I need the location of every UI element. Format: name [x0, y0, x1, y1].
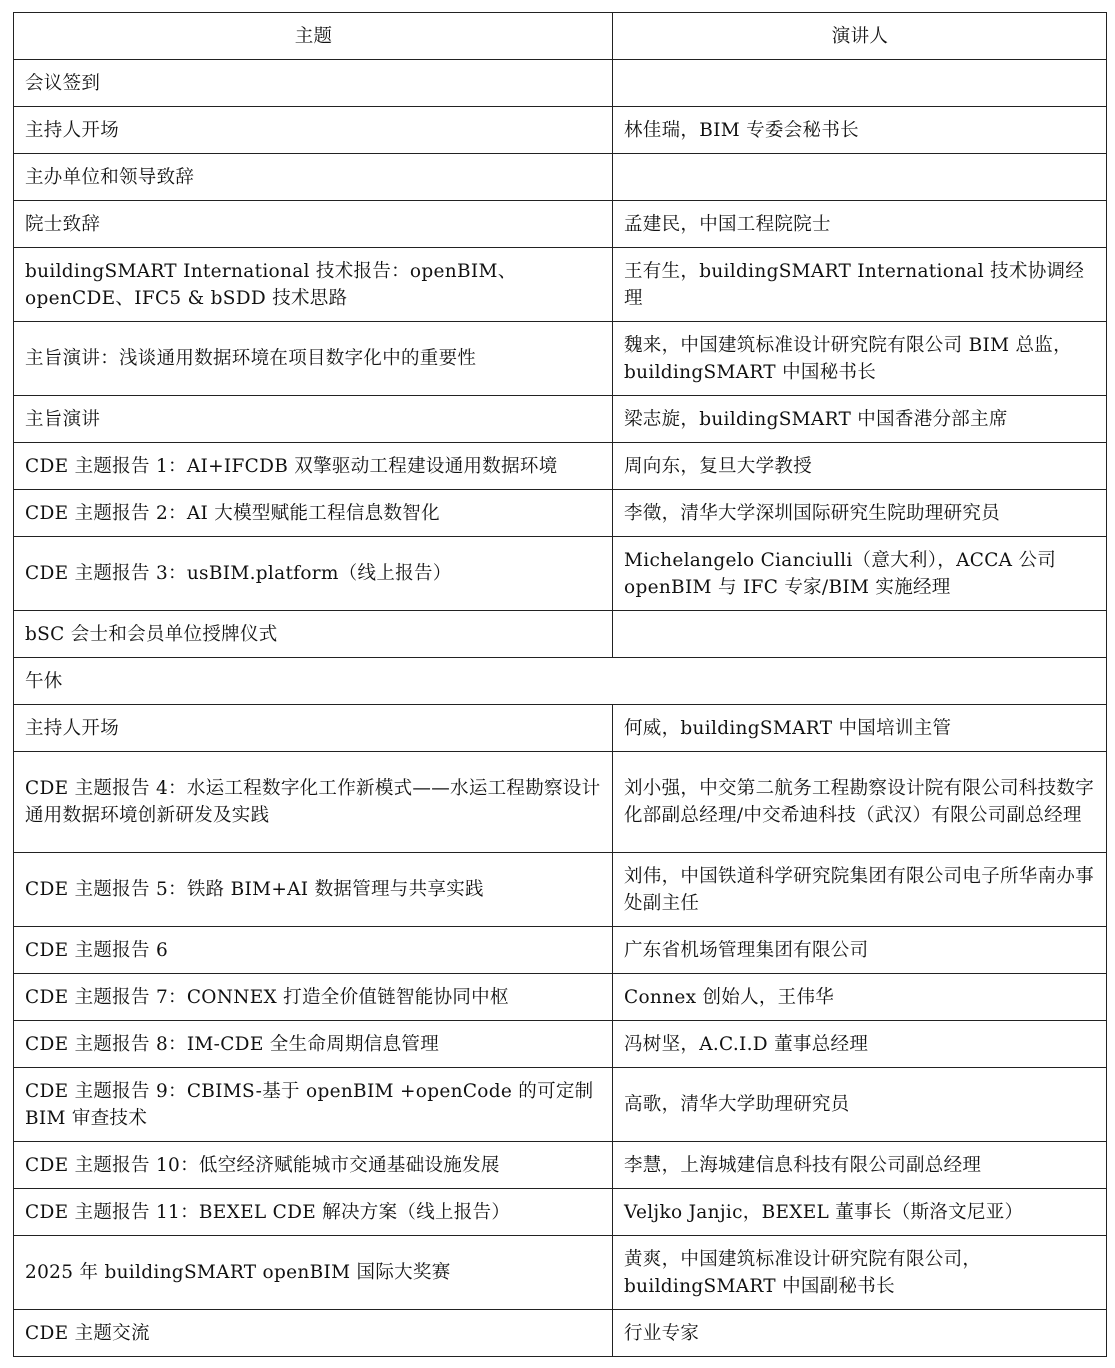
speaker-cell: 孟建民，中国工程院院士 [613, 201, 1107, 248]
topic-cell: CDE 主题报告 3：usBIM.platform（线上报告） [14, 537, 613, 611]
speaker-cell: 刘小强，中交第二航务工程勘察设计院有限公司科技数字化部副总经理/中交希迪科技（武汉）有限公司副总经理 [613, 752, 1107, 853]
speaker-cell [613, 60, 1107, 107]
topic-cell: CDE 主题报告 5：铁路 BIM+AI 数据管理与共享实践 [14, 853, 613, 927]
table-row [14, 60, 1107, 107]
speaker-cell: 魏来，中国建筑标准设计研究院有限公司 BIM 总监，buildingSMART 中国秘书长 [613, 322, 1107, 396]
topic-cell: 会议签到 [14, 60, 613, 107]
table-row [14, 611, 1107, 658]
speaker-cell: 李徵，清华大学深圳国际研究生院助理研究员 [613, 490, 1107, 537]
topic-cell: 主旨演讲：浅谈通用数据环境在项目数字化中的重要性 [14, 322, 613, 396]
table-row [14, 443, 1107, 490]
table-row [14, 1189, 1107, 1236]
break-cell: 午休 [14, 658, 1107, 705]
speaker-cell: Veljko Janjic，BEXEL 董事长（斯洛文尼亚） [613, 1189, 1107, 1236]
table-row [14, 658, 1107, 705]
table-row [14, 1068, 1107, 1142]
topic-cell: 主持人开场 [14, 705, 613, 752]
table-header-row [14, 13, 1107, 60]
speaker-cell: 梁志旋，buildingSMART 中国香港分部主席 [613, 396, 1107, 443]
table-row [14, 853, 1107, 927]
speaker-cell: 周向东，复旦大学教授 [613, 443, 1107, 490]
speaker-cell: Michelangelo Cianciulli（意大利），ACCA 公司 openBIM 与 IFC 专家/BIM 实施经理 [613, 537, 1107, 611]
header-topic: 主题 [14, 13, 613, 60]
agenda-body [14, 60, 1107, 1357]
topic-cell: CDE 主题报告 9：CBIMS-基于 openBIM +openCode 的可定制 BIM 审查技术 [14, 1068, 613, 1142]
table-row [14, 154, 1107, 201]
speaker-cell: 冯树坚，A.C.I.D 董事总经理 [613, 1021, 1107, 1068]
speaker-cell: 刘伟，中国铁道科学研究院集团有限公司电子所华南办事处副主任 [613, 853, 1107, 927]
table-row [14, 1021, 1107, 1068]
topic-cell: CDE 主题报告 10：低空经济赋能城市交通基础设施发展 [14, 1142, 613, 1189]
table-row [14, 705, 1107, 752]
topic-cell: 2025 年 buildingSMART openBIM 国际大奖赛 [14, 1236, 613, 1310]
speaker-cell: 王有生，buildingSMART International 技术协调经理 [613, 248, 1107, 322]
table-row [14, 1310, 1107, 1357]
table-row [14, 1142, 1107, 1189]
topic-cell: CDE 主题报告 1：AI+IFCDB 双擎驱动工程建设通用数据环境 [14, 443, 613, 490]
topic-cell: bSC 会士和会员单位授牌仪式 [14, 611, 613, 658]
topic-cell: CDE 主题报告 4：水运工程数字化工作新模式——水运工程勘察设计通用数据环境创新研发及实践 [14, 752, 613, 853]
header-speaker: 演讲人 [613, 13, 1107, 60]
table-row [14, 1236, 1107, 1310]
table-row [14, 927, 1107, 974]
speaker-cell [613, 154, 1107, 201]
topic-cell: CDE 主题交流 [14, 1310, 613, 1357]
table-row [14, 537, 1107, 611]
speaker-cell: 何威，buildingSMART 中国培训主管 [613, 705, 1107, 752]
topic-cell: CDE 主题报告 2：AI 大模型赋能工程信息数智化 [14, 490, 613, 537]
table-row [14, 107, 1107, 154]
topic-cell: CDE 主题报告 8：IM-CDE 全生命周期信息管理 [14, 1021, 613, 1068]
topic-cell: 主旨演讲 [14, 396, 613, 443]
speaker-cell: 高歌，清华大学助理研究员 [613, 1068, 1107, 1142]
table-row [14, 201, 1107, 248]
speaker-cell: 林佳瑞，BIM 专委会秘书长 [613, 107, 1107, 154]
topic-cell: 主持人开场 [14, 107, 613, 154]
table-row [14, 490, 1107, 537]
table-row [14, 322, 1107, 396]
table-row [14, 974, 1107, 1021]
agenda-table [13, 12, 1107, 1357]
topic-cell: CDE 主题报告 6 [14, 927, 613, 974]
topic-cell: CDE 主题报告 7：CONNEX 打造全价值链智能协同中枢 [14, 974, 613, 1021]
topic-cell: 主办单位和领导致辞 [14, 154, 613, 201]
topic-cell: CDE 主题报告 11：BEXEL CDE 解决方案（线上报告） [14, 1189, 613, 1236]
topic-cell: buildingSMART International 技术报告：openBIM、openCDE、IFC5 & bSDD 技术思路 [14, 248, 613, 322]
topic-cell: 院士致辞 [14, 201, 613, 248]
speaker-cell: Connex 创始人，王伟华 [613, 974, 1107, 1021]
table-row [14, 248, 1107, 322]
speaker-cell: 李慧，上海城建信息科技有限公司副总经理 [613, 1142, 1107, 1189]
table-row [14, 396, 1107, 443]
speaker-cell: 黄爽，中国建筑标准设计研究院有限公司，buildingSMART 中国副秘书长 [613, 1236, 1107, 1310]
speaker-cell [613, 611, 1107, 658]
speaker-cell: 行业专家 [613, 1310, 1107, 1357]
speaker-cell: 广东省机场管理集团有限公司 [613, 927, 1107, 974]
table-row [14, 752, 1107, 853]
